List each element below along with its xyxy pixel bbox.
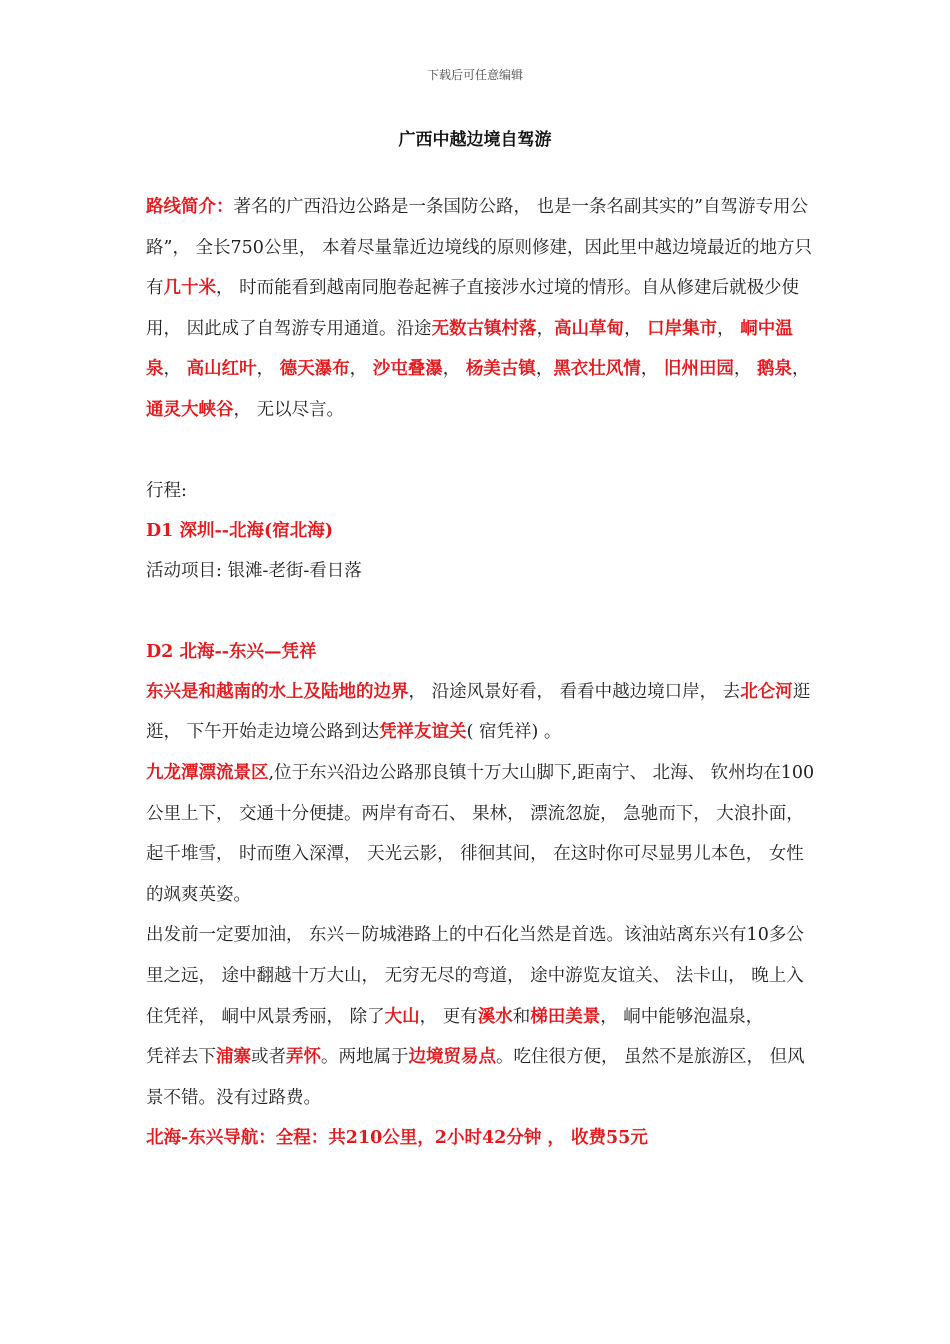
body-text: 著名的广西沿边公路是一条国防公路， 也是一条名副其实的”自驾游专用公路”， 全长750公里， 本着尽量靠近边境线的原则修建，因此里中越边境最近的地方只有 (146, 197, 812, 299)
body-text: ,位于东兴沿边公路那良镇十万大山脚下,距南宁、 北海、 钦州均在100公里上下， 交通十分便捷。两岸有奇石、 果林， 漂流忽旋， 急驰而下， 大浪扑面， 起千堆雪， 时而堕入深潭， 天光云影， 徘徊其间， 在这时你可尽显男儿本色， 女性的飒爽英姿。 (146, 762, 815, 905)
body-text: ， (640, 359, 664, 380)
day2-paragraph-pingxiang (146, 1037, 816, 1118)
day1-heading: D1 深圳--北海(宿北海) (146, 521, 334, 542)
day2-paragraph-dongxing (146, 672, 816, 753)
body-text: 凭祥去下 (146, 1047, 216, 1068)
body-text: ， 无以尽言。 (233, 399, 345, 420)
intro-label: 路线简介： (146, 197, 234, 217)
highlighted-text: 几十米 (163, 278, 216, 299)
body-text: ， 沿途风景好看， 看看中越边境口岸， 去 (408, 681, 741, 702)
intro-text (146, 197, 812, 420)
body-text: 出发前一定要加油， 东兴－防城港路上的中石化当然是首选。该油站离东兴有10多公里之远， 途中翻越十万大山， 无穷无尽的弯道， 途中游览友谊关、 法卡山， 晚上入住凭祥， 峒中风景秀丽， 除了 (146, 925, 804, 1027)
body-text: 逛逛， 下午开始走边境公路到达 (146, 681, 811, 743)
highlighted-text: 高山草甸 (554, 318, 625, 339)
highlighted-text: 黑衣壮风情 (553, 359, 641, 380)
highlighted-text: 杨美古镇 (465, 359, 536, 380)
body-text: ， 时而能看到越南同胞卷起裤子直接涉水过境的情形。自从修建后就极少使用， 因此成了自驾游专用通道。沿途 (146, 278, 800, 339)
header-note: 下载后可任意编辑 (426, 68, 523, 82)
document-title: 广西中越边境自驾游 (398, 130, 552, 150)
body-text: ， (442, 359, 466, 380)
highlighted-text: 高山红叶 (186, 359, 257, 380)
highlighted-text: 沙屯叠瀑 (372, 359, 443, 380)
day2-navigation: 北海-东兴导航：全程：共210公里，2小时42分钟 ， 收费55元 (146, 1128, 648, 1149)
itinerary-label: 行程: (146, 480, 187, 501)
body-text: 或者 (251, 1047, 286, 1068)
body-text: ， 峒中能够泡温泉， (600, 1006, 764, 1027)
day2-paragraph-fuel (146, 915, 816, 1037)
highlighted-text: 凭祥友谊关 (379, 722, 467, 743)
document-body (146, 187, 816, 1159)
body-text: 和 (512, 1006, 531, 1027)
body-text: ( 宿凭祥) 。 (466, 722, 562, 743)
highlighted-text: 旧州田园 (663, 359, 734, 380)
highlighted-text: 梯田美景 (530, 1006, 601, 1027)
body-text: 。两地属于 (321, 1047, 409, 1068)
body-text: ， (163, 359, 187, 380)
highlighted-text: 通灵大峡谷 (146, 399, 234, 420)
day1-activity: 活动项目: 银滩-老街-看日落 (146, 561, 362, 582)
highlighted-text: 北仑河 (740, 681, 793, 702)
highlighted-text: 九龙潭漂流景区 (146, 762, 269, 783)
highlighted-text: 溪水 (477, 1006, 513, 1027)
body-text: ， (536, 318, 555, 339)
highlighted-text: 德天瀑布 (279, 359, 350, 380)
body-text: ， 更有 (419, 1006, 478, 1027)
highlighted-text: 鹅泉 (756, 359, 792, 380)
highlighted-text: 浦寨 (216, 1047, 251, 1068)
day2-heading: D2 北海--东兴—凭祥 (146, 641, 317, 662)
intro-paragraph (146, 187, 816, 431)
body-text: ， (256, 359, 280, 380)
body-text: 。吃住很方便， 虽然不是旅游区， 但风景不错。没有过路费。 (146, 1047, 805, 1108)
highlighted-text: 东兴是和越南的水上及陆地的边界 (146, 681, 409, 702)
body-text: ， (349, 359, 373, 380)
highlighted-text: 弄怀 (286, 1047, 321, 1068)
highlighted-text: 大山 (384, 1006, 420, 1027)
highlighted-text: 无数古镇村落 (431, 318, 537, 339)
body-text: ， (624, 318, 648, 339)
highlighted-text: 峒中温泉 (146, 318, 793, 380)
body-text: ， (717, 318, 741, 339)
day2-paragraph-jiulongtan (146, 753, 816, 915)
body-text: ， (535, 359, 554, 380)
highlighted-text: 边境贸易点 (408, 1047, 496, 1068)
body-text: ， (733, 359, 757, 380)
body-text: ， (791, 359, 810, 380)
highlighted-text: 口岸集市 (647, 318, 718, 339)
